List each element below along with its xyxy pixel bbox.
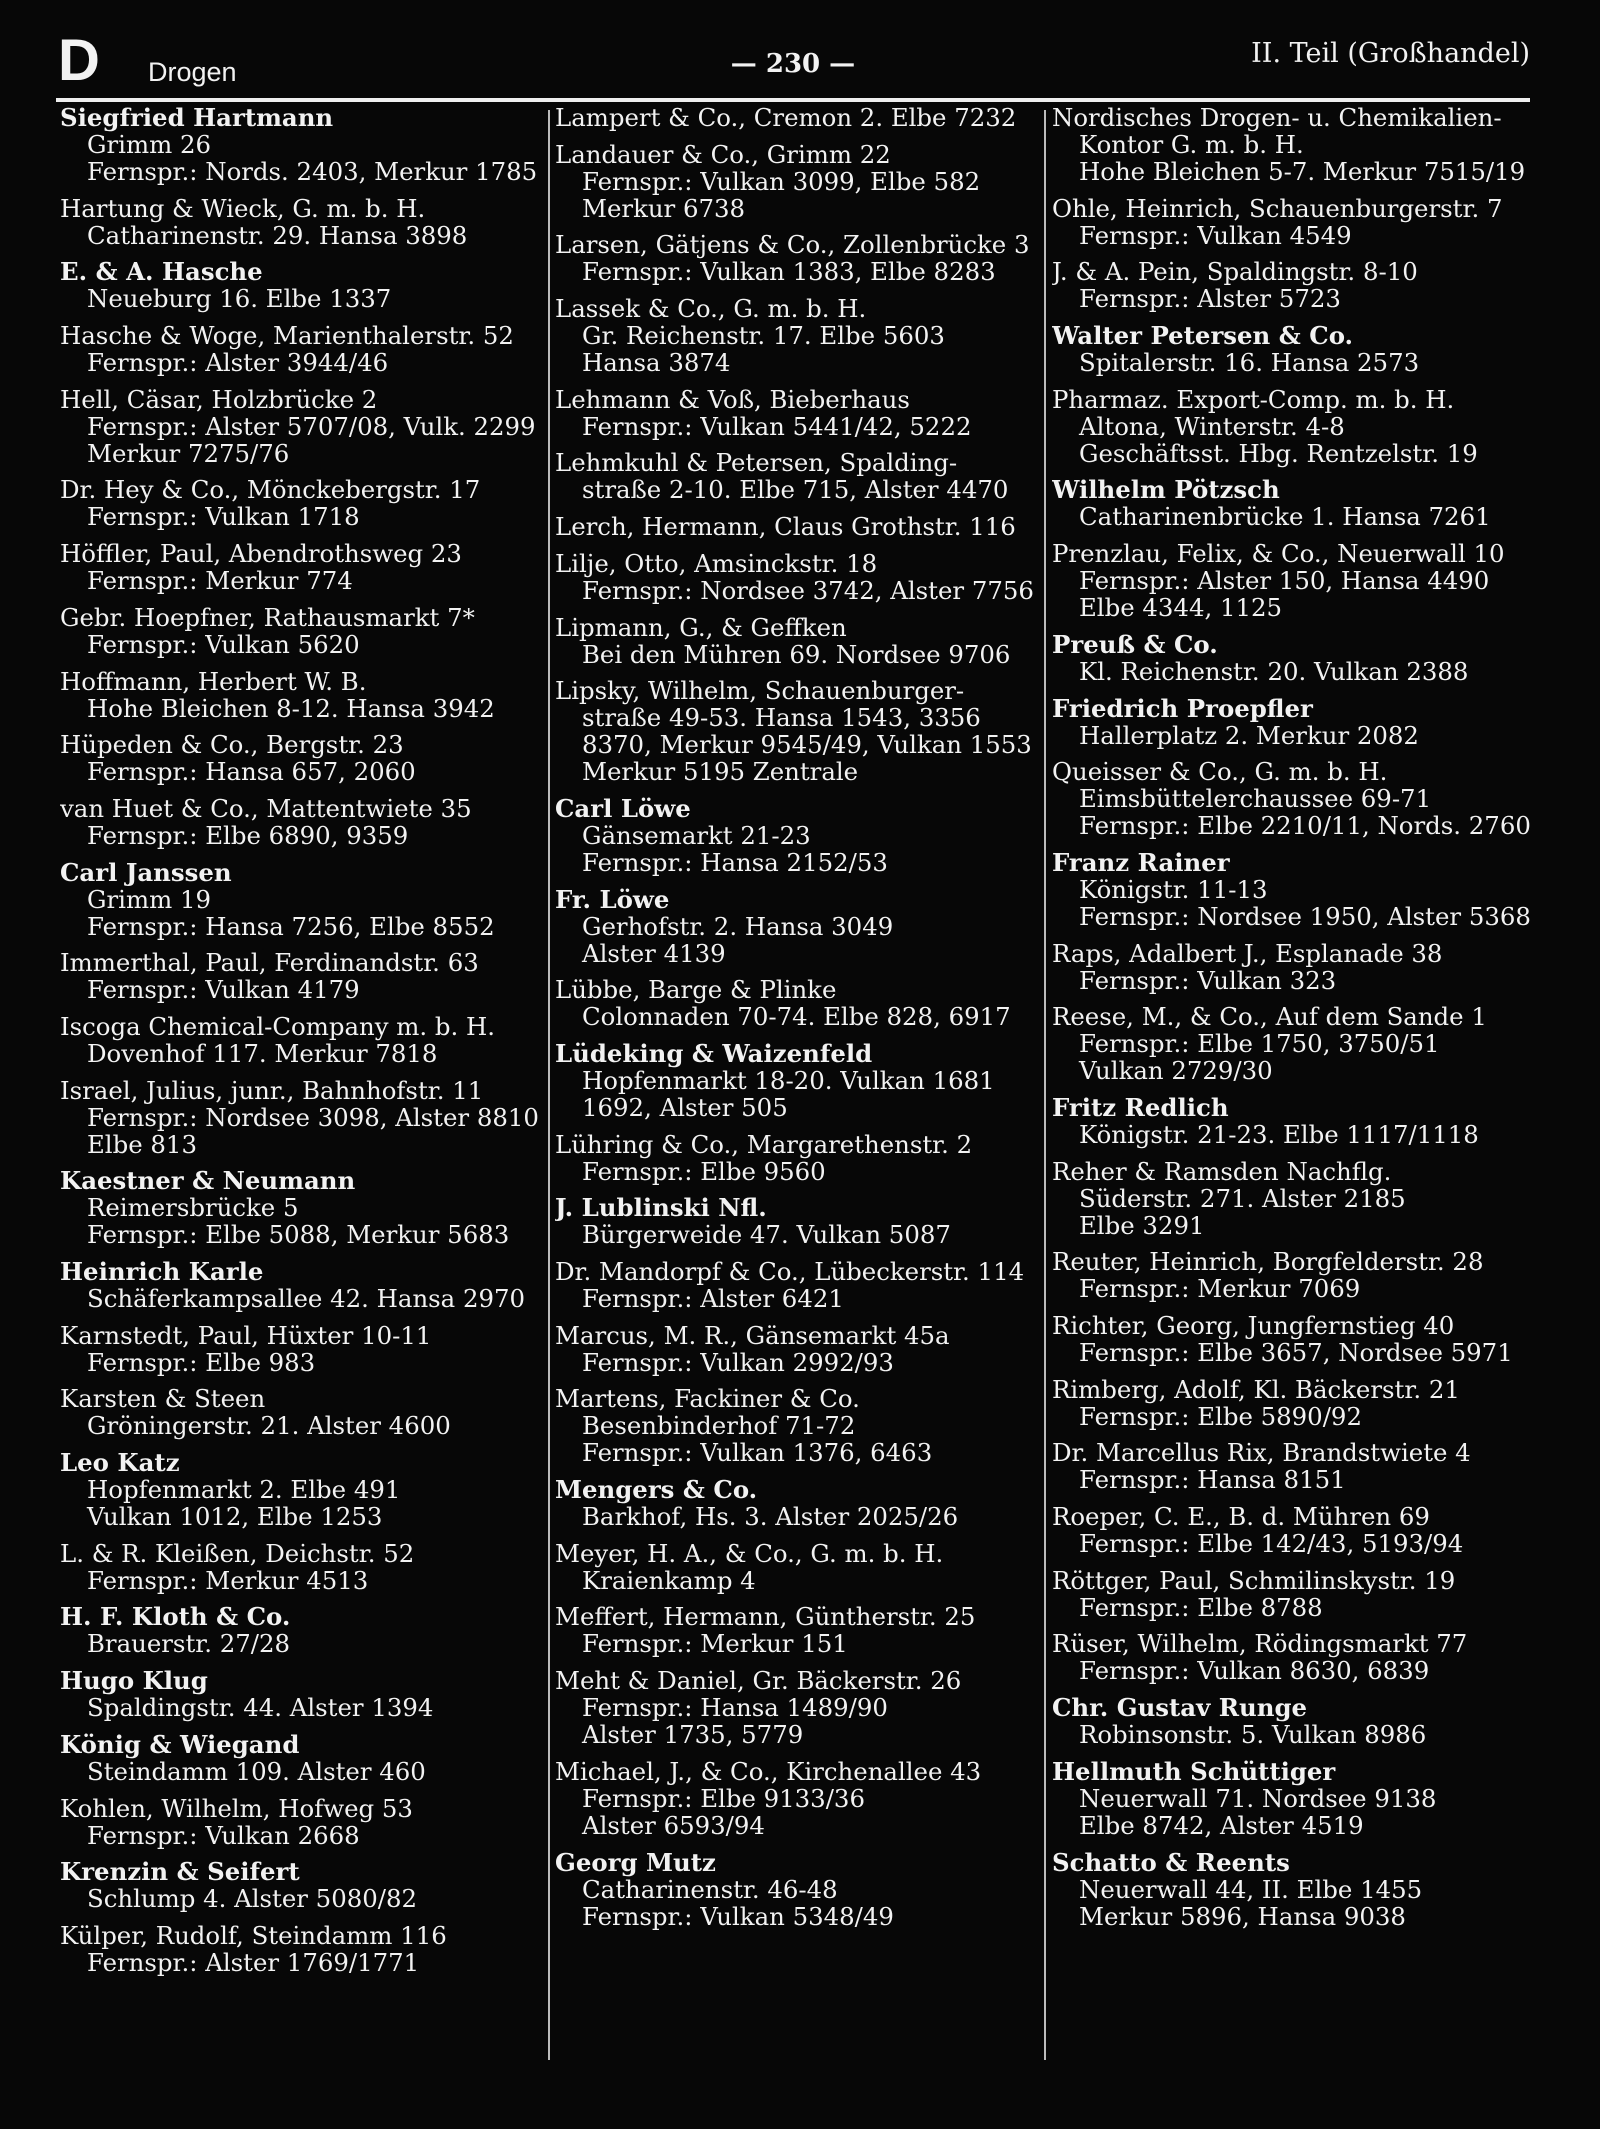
entry-detail: Fernspr.: Vulkan 5620 xyxy=(87,629,360,659)
entry-detail: Süderstr. 271. Alster 2185 xyxy=(1079,1183,1406,1213)
entry-detail: Fernspr.: Elbe 3657, Nordsee 5971 xyxy=(1079,1338,1513,1367)
entry-detail: Catharinenbrücke 1. Hansa 7261 xyxy=(1079,502,1491,532)
entry-name: Franz Rainer xyxy=(1052,847,1230,877)
entry-detail: Königstr. 21-23. Elbe 1117/1118 xyxy=(1079,1119,1479,1149)
entry-detail: Hopfenmarkt 18-20. Vulkan 1681 xyxy=(582,1065,995,1095)
directory-entry xyxy=(1052,758,1548,839)
entry-name: Rüser, Wilhelm, Rödingsmarkt 77 xyxy=(1052,1629,1468,1659)
entry-name: König & Wiegand xyxy=(60,1729,300,1759)
entry-name: Gebr. Hoepfner, Rathausmarkt 7* xyxy=(60,602,475,632)
entry-name: Lassek & Co., G. m. b. H. xyxy=(555,294,867,324)
directory-entry xyxy=(555,386,1045,440)
directory-entry xyxy=(1052,849,1548,930)
entry-name: Heinrich Karle xyxy=(60,1257,264,1286)
entry-name: Schatto & Reents xyxy=(1052,1847,1290,1877)
entry-name: Queisser & Co., G. m. b. H. xyxy=(1052,757,1388,787)
directory-entry xyxy=(60,1013,550,1067)
directory-entry xyxy=(1052,540,1548,621)
directory-entry xyxy=(555,1194,1045,1248)
column-1 xyxy=(60,104,550,1986)
entry-detail: Steindamm 109. Alster 460 xyxy=(87,1756,426,1786)
entry-detail: Fernspr.: Vulkan 2992/93 xyxy=(582,1347,894,1377)
entry-detail: Fernspr.: Hansa 8151 xyxy=(1079,1465,1346,1495)
entry-detail: Geschäftsst. Hbg. Rentzelstr. 19 xyxy=(1079,438,1478,468)
entry-detail: Fernspr.: Alster 6421 xyxy=(582,1284,844,1313)
entry-detail: Neuerwall 71. Nordsee 9138 xyxy=(1079,1783,1437,1813)
entry-name: Lipsky, Wilhelm, Schauenburger- xyxy=(555,676,965,706)
entry-name: Reese, M., & Co., Auf dem Sande 1 xyxy=(1052,1002,1487,1032)
directory-entry xyxy=(555,1131,1045,1185)
directory-entry xyxy=(555,1667,1045,1748)
directory-entry xyxy=(60,540,550,594)
entry-name: Kaestner & Neumann xyxy=(60,1166,356,1196)
directory-entry xyxy=(555,976,1045,1030)
entry-detail: Alster 4139 xyxy=(582,938,726,968)
entry-name: E. & A. Hasche xyxy=(60,257,263,287)
entry-name: Wilhelm Pötzsch xyxy=(1052,475,1280,505)
directory-entry xyxy=(60,1922,550,1976)
directory-entry xyxy=(555,886,1045,967)
entry-name: Israel, Julius, junr., Bahnhofstr. 11 xyxy=(60,1075,484,1105)
entry-detail: Colonnaden 70-74. Elbe 828, 6917 xyxy=(582,1002,1011,1032)
entry-detail: Fernspr.: Elbe 5088, Merkur 5683 xyxy=(87,1220,510,1250)
entry-detail: Kraienkamp 4 xyxy=(582,1565,756,1595)
directory-entry xyxy=(1052,940,1548,994)
directory-entry xyxy=(1052,1158,1548,1239)
entry-name: Fr. Löwe xyxy=(555,884,670,914)
directory-entry xyxy=(60,604,550,658)
entry-detail: Hohe Bleichen 8-12. Hansa 3942 xyxy=(87,693,495,723)
section-title: Drogen xyxy=(148,57,237,87)
entry-detail: straße 2-10. Elbe 715, Alster 4470 xyxy=(582,475,1009,505)
entry-detail: Merkur 5195 Zentrale xyxy=(582,757,859,787)
entry-detail: Elbe 4344, 1125 xyxy=(1079,593,1283,623)
entry-name: Marcus, M. R., Gänsemarkt 45a xyxy=(555,1320,950,1350)
entry-name: Lehmkuhl & Petersen, Spalding- xyxy=(555,448,958,478)
entry-name: Ohle, Heinrich, Schauenburgerstr. 7 xyxy=(1052,193,1503,223)
entry-detail: Fernspr.: Merkur 774 xyxy=(87,566,353,596)
entry-detail: Bürgerweide 47. Vulkan 5087 xyxy=(582,1220,951,1250)
directory-entry xyxy=(1052,1003,1548,1084)
entry-detail: Fernspr.: Hansa 7256, Elbe 8552 xyxy=(87,911,495,941)
directory-entry xyxy=(555,104,1045,131)
directory-entry xyxy=(1052,1567,1548,1621)
page-header xyxy=(56,24,1530,94)
directory-entry xyxy=(1052,695,1548,749)
directory-entry xyxy=(555,295,1045,376)
entry-name: Leo Katz xyxy=(60,1448,180,1478)
entry-detail: Merkur 6738 xyxy=(582,193,746,223)
entry-name: Dr. Hey & Co., Mönckebergstr. 17 xyxy=(60,475,481,505)
directory-entry xyxy=(60,322,550,376)
entry-name: Hell, Cäsar, Holzbrücke 2 xyxy=(60,384,378,414)
entry-detail: Fernspr.: Vulkan 1718 xyxy=(87,502,360,532)
directory-entry xyxy=(555,1849,1045,1930)
entry-detail: Hansa 3874 xyxy=(582,348,731,378)
entry-name: Krenzin & Seifert xyxy=(60,1857,300,1887)
entry-detail: Elbe 813 xyxy=(87,1129,197,1159)
entry-detail: Fernspr.: Vulkan 3099, Elbe 582 xyxy=(582,166,981,196)
entry-name: van Huet & Co., Mattentwiete 35 xyxy=(60,793,472,823)
entry-name: Michael, J., & Co., Kirchenallee 43 xyxy=(555,1756,982,1786)
entry-detail: Catharinenstr. 29. Hansa 3898 xyxy=(87,220,468,250)
entry-detail: Kl. Reichenstr. 20. Vulkan 2388 xyxy=(1079,656,1469,686)
entry-detail: Merkur 7275/76 xyxy=(87,438,290,468)
entry-detail: Fernspr.: Alster 3944/46 xyxy=(87,348,389,378)
page-number: — 230 — xyxy=(730,49,856,79)
entry-name: Meffert, Hermann, Güntherstr. 25 xyxy=(555,1602,976,1632)
directory-entry xyxy=(60,1258,550,1312)
entry-detail: Vulkan 2729/30 xyxy=(1079,1056,1273,1086)
entry-detail: Gerhofstr. 2. Hansa 3049 xyxy=(582,911,894,941)
entry-detail: Fernspr.: Vulkan 5441/42, 5222 xyxy=(582,411,972,441)
directory-entry xyxy=(60,104,550,185)
entry-detail: Hohe Bleichen 5-7. Merkur 7515/19 xyxy=(1079,157,1526,186)
entry-detail: Barkhof, Hs. 3. Alster 2025/26 xyxy=(582,1502,959,1532)
entry-name: Meht & Daniel, Gr. Bäckerstr. 26 xyxy=(555,1666,962,1696)
directory-entry xyxy=(60,1540,550,1594)
directory-entry xyxy=(1052,104,1548,185)
entry-name: Dr. Mandorpf & Co., Lübeckerstr. 114 xyxy=(555,1257,1025,1286)
directory-entry xyxy=(555,795,1045,876)
entry-detail: Fernspr.: Elbe 6890, 9359 xyxy=(87,820,409,850)
entry-detail: Königstr. 11-13 xyxy=(1079,874,1268,904)
entry-detail: Fernspr.: Vulkan 5348/49 xyxy=(582,1901,894,1931)
directory-entry xyxy=(1052,258,1548,312)
entry-name: Georg Mutz xyxy=(555,1847,716,1877)
entry-detail: Fernspr.: Elbe 983 xyxy=(87,1347,316,1377)
directory-entry xyxy=(555,550,1045,604)
entry-detail: Eimsbüttelerchaussee 69-71 xyxy=(1079,784,1432,814)
entry-detail: Fernspr.: Elbe 142/43, 5193/94 xyxy=(1079,1529,1464,1559)
entry-detail: Kontor G. m. b. H. xyxy=(1079,130,1304,159)
entry-name: J. & A. Pein, Spaldingstr. 8-10 xyxy=(1052,257,1418,287)
entry-name: Lühring & Co., Margarethenstr. 2 xyxy=(555,1129,973,1159)
entry-name: Hugo Klug xyxy=(60,1666,208,1696)
entry-detail: Schlump 4. Alster 5080/82 xyxy=(87,1884,418,1914)
directory-entry xyxy=(1052,322,1548,376)
entry-name: Larsen, Gätjens & Co., Zollenbrücke 3 xyxy=(555,230,1030,260)
entry-detail: Fernspr.: Vulkan 1383, Elbe 8283 xyxy=(582,257,996,287)
directory-entry xyxy=(60,1731,550,1785)
entry-detail: Spaldingstr. 44. Alster 1394 xyxy=(87,1693,434,1723)
entry-detail: Spitalerstr. 16. Hansa 2573 xyxy=(1079,348,1420,378)
entry-detail: Fernspr.: Nordsee 3742, Alster 7756 xyxy=(582,575,1034,605)
entry-name: Reuter, Heinrich, Borgfelderstr. 28 xyxy=(1052,1247,1484,1277)
entry-name: Hasche & Woge, Marienthalerstr. 52 xyxy=(60,321,514,351)
directory-entry xyxy=(555,614,1045,668)
entry-detail: Fernspr.: Alster 1769/1771 xyxy=(87,1947,420,1977)
entry-detail: Elbe 8742, Alster 4519 xyxy=(1079,1810,1364,1840)
entry-detail: Merkur 5896, Hansa 9038 xyxy=(1079,1901,1406,1931)
entry-detail: Gröningerstr. 21. Alster 4600 xyxy=(87,1411,451,1441)
column-3 xyxy=(1052,104,1548,1939)
entry-name: Prenzlau, Felix, & Co., Neuerwall 10 xyxy=(1052,539,1505,569)
entry-detail: Fernspr.: Elbe 9133/36 xyxy=(582,1783,865,1813)
entry-name: Roeper, C. E., B. d. Mühren 69 xyxy=(1052,1502,1430,1532)
entry-name: Landauer & Co., Grimm 22 xyxy=(555,139,891,169)
directory-entry xyxy=(1052,1094,1548,1148)
directory-entry xyxy=(60,386,550,467)
directory-entry xyxy=(555,1385,1045,1466)
directory-entry xyxy=(1052,1439,1548,1493)
directory-entry xyxy=(1052,476,1548,530)
entry-detail: Elbe 3291 xyxy=(1079,1210,1205,1240)
section-letter: D xyxy=(58,28,100,93)
directory-entry xyxy=(555,1603,1045,1657)
directory-entry xyxy=(60,1858,550,1912)
entry-detail: Alster 1735, 5779 xyxy=(582,1720,804,1750)
entry-name: Külper, Rudolf, Steindamm 116 xyxy=(60,1920,447,1950)
entry-detail: Fernspr.: Alster 5723 xyxy=(1079,284,1341,314)
entry-name: J. Lublinski Nfl. xyxy=(555,1193,767,1223)
entry-detail: Alster 6593/94 xyxy=(582,1810,765,1840)
entry-name: Lampert & Co., Cremon 2. Elbe 7232 xyxy=(555,104,1017,132)
directory-entry xyxy=(1052,1694,1548,1748)
directory-entry xyxy=(1052,1248,1548,1302)
entry-name: Kohlen, Wilhelm, Hofweg 53 xyxy=(60,1793,413,1823)
entry-detail: 8370, Merkur 9545/49, Vulkan 1553 xyxy=(582,730,1032,760)
directory-entry xyxy=(1052,1758,1548,1839)
entry-detail: Fernspr.: Elbe 8788 xyxy=(1079,1592,1323,1622)
entry-name: Hoffmann, Herbert W. B. xyxy=(60,666,367,696)
directory-entry xyxy=(555,677,1045,785)
directory-entry xyxy=(1052,195,1548,249)
entry-name: Hartung & Wieck, G. m. b. H. xyxy=(60,193,426,223)
directory-entry xyxy=(555,1040,1045,1121)
directory-entry xyxy=(60,195,550,249)
entry-detail: Fernspr.: Elbe 1750, 3750/51 xyxy=(1079,1029,1440,1059)
directory-entry xyxy=(60,859,550,940)
entry-name: Mengers & Co. xyxy=(555,1475,758,1505)
directory-entry xyxy=(1052,1503,1548,1557)
directory-entry xyxy=(60,1385,550,1439)
entry-detail: Fernspr.: Nords. 2403, Merkur 1785 xyxy=(87,157,538,186)
entry-name: Walter Petersen & Co. xyxy=(1052,321,1354,351)
entry-name: Lübbe, Barge & Plinke xyxy=(555,975,837,1005)
entry-name: Fritz Redlich xyxy=(1052,1092,1229,1122)
directory-entry xyxy=(1052,631,1548,685)
entry-detail: Gänsemarkt 21-23 xyxy=(582,820,811,850)
entry-name: Carl Janssen xyxy=(60,857,232,887)
entry-detail: Neuerwall 44, II. Elbe 1455 xyxy=(1079,1874,1423,1904)
entry-detail: Fernspr.: Hansa 2152/53 xyxy=(582,847,888,877)
entry-name: Martens, Fackiner & Co. xyxy=(555,1384,860,1414)
entry-detail: Hopfenmarkt 2. Elbe 491 xyxy=(87,1475,401,1505)
directory-entry xyxy=(60,1167,550,1248)
entry-name: Karsten & Steen xyxy=(60,1384,266,1414)
entry-name: Preuß & Co. xyxy=(1052,629,1218,659)
entry-name: Hellmuth Schüttiger xyxy=(1052,1756,1336,1786)
entry-name: Meyer, H. A., & Co., G. m. b. H. xyxy=(555,1538,944,1568)
entry-detail: Fernspr.: Elbe 9560 xyxy=(582,1156,826,1186)
directory-entry xyxy=(1052,386,1548,467)
part-title: II. Teil (Großhandel) xyxy=(1251,38,1530,69)
directory-entry xyxy=(60,949,550,1003)
entry-detail: Besenbinderhof 71-72 xyxy=(582,1411,856,1441)
entry-detail: Grimm 19 xyxy=(87,884,211,914)
directory-entry xyxy=(555,1540,1045,1594)
entry-name: H. F. Kloth & Co. xyxy=(60,1602,291,1632)
entry-detail: Fernspr.: Nordsee 1950, Alster 5368 xyxy=(1079,901,1531,931)
directory-entry xyxy=(555,513,1045,540)
entry-detail: 1692, Alster 505 xyxy=(582,1092,788,1122)
entry-name: Lerch, Hermann, Claus Grothstr. 116 xyxy=(555,512,1016,542)
entry-detail: Fernspr.: Vulkan 323 xyxy=(1079,965,1337,995)
entry-detail: straße 49-53. Hansa 1543, 3356 xyxy=(582,703,981,733)
entry-detail: Fernspr.: Vulkan 2668 xyxy=(87,1820,360,1850)
entry-detail: Dovenhof 117. Merkur 7818 xyxy=(87,1038,438,1068)
entry-detail: Robinsonstr. 5. Vulkan 8986 xyxy=(1079,1720,1427,1750)
directory-entry xyxy=(555,1258,1045,1312)
entry-detail: Fernspr.: Vulkan 4179 xyxy=(87,975,360,1005)
header-rule xyxy=(56,98,1530,102)
entry-name: Karnstedt, Paul, Hüxter 10-11 xyxy=(60,1320,432,1350)
entry-name: Lilje, Otto, Amsinckstr. 18 xyxy=(555,548,878,578)
entry-detail: Hallerplatz 2. Merkur 2082 xyxy=(1079,720,1419,750)
entry-detail: Bei den Mühren 69. Nordsee 9706 xyxy=(582,639,1011,669)
entry-name: Carl Löwe xyxy=(555,793,691,823)
entry-detail: Gr. Reichenstr. 17. Elbe 5603 xyxy=(582,321,945,351)
entry-name: Hüpeden & Co., Bergstr. 23 xyxy=(60,730,404,760)
entry-name: Richter, Georg, Jungfernstieg 40 xyxy=(1052,1311,1455,1340)
entry-name: Rimberg, Adolf, Kl. Bäckerstr. 21 xyxy=(1052,1374,1460,1404)
entry-detail: Fernspr.: Merkur 151 xyxy=(582,1629,848,1659)
entry-detail: Reimersbrücke 5 xyxy=(87,1193,299,1223)
directory-entry xyxy=(60,1667,550,1721)
entry-detail: Schäferkampsallee 42. Hansa 2970 xyxy=(87,1284,526,1313)
directory-entry xyxy=(60,1322,550,1376)
entry-detail: Fernspr.: Vulkan 8630, 6839 xyxy=(1079,1656,1430,1686)
directory-entry xyxy=(1052,1376,1548,1430)
directory-entry xyxy=(555,1476,1045,1530)
entry-detail: Brauerstr. 27/28 xyxy=(87,1629,291,1659)
entry-detail: Neueburg 16. Elbe 1337 xyxy=(87,284,392,314)
directory-entry xyxy=(60,476,550,530)
entry-name: Friedrich Proepfler xyxy=(1052,693,1313,723)
entry-name: Reher & Ramsden Nachflg. xyxy=(1052,1156,1392,1186)
directory-entry xyxy=(555,1758,1045,1839)
entry-detail: Fernspr.: Nordsee 3098, Alster 8810 xyxy=(87,1102,539,1132)
directory-entry xyxy=(555,231,1045,285)
entry-name: Immerthal, Paul, Ferdinandstr. 63 xyxy=(60,948,479,978)
column-2 xyxy=(555,104,1045,1939)
entry-name: Lipmann, G., & Geffken xyxy=(555,612,847,642)
entry-name: Siegfried Hartmann xyxy=(60,104,334,132)
directory-entry xyxy=(1052,1630,1548,1684)
directory-entry xyxy=(1052,1312,1548,1366)
entry-detail: Fernspr.: Hansa 1489/90 xyxy=(582,1693,888,1723)
directory-entry xyxy=(60,1795,550,1849)
entry-detail: Fernspr.: Merkur 7069 xyxy=(1079,1274,1361,1304)
directory-entry xyxy=(60,731,550,785)
entry-detail: Catharinenstr. 46-48 xyxy=(582,1874,838,1904)
directory-entry xyxy=(60,668,550,722)
directory-entry xyxy=(60,1077,550,1158)
entry-name: L. & R. Kleißen, Deichstr. 52 xyxy=(60,1538,415,1568)
entry-detail: Altona, Winterstr. 4-8 xyxy=(1079,411,1345,441)
entry-name: Nordisches Drogen- u. Chemikalien- xyxy=(1052,104,1502,132)
directory-entry xyxy=(60,258,550,312)
entry-name: Chr. Gustav Runge xyxy=(1052,1693,1308,1723)
entry-name: Röttger, Paul, Schmilinskystr. 19 xyxy=(1052,1565,1456,1595)
entry-detail: Grimm 26 xyxy=(87,130,211,159)
directory-entry xyxy=(1052,1849,1548,1930)
directory-entry xyxy=(60,795,550,849)
entry-name: Iscoga Chemical-Company m. b. H. xyxy=(60,1011,496,1041)
directory-entry xyxy=(555,1322,1045,1376)
entry-name: Dr. Marcellus Rix, Brandstwiete 4 xyxy=(1052,1438,1471,1468)
entry-name: Höffler, Paul, Abendrothsweg 23 xyxy=(60,539,462,569)
entry-detail: Vulkan 1012, Elbe 1253 xyxy=(87,1502,383,1532)
directory-entry xyxy=(60,1603,550,1657)
entry-name: Pharmaz. Export-Comp. m. b. H. xyxy=(1052,384,1455,414)
directory-entry xyxy=(555,141,1045,222)
directory-entry xyxy=(555,449,1045,503)
entry-name: Lehmann & Voß, Bieberhaus xyxy=(555,384,910,414)
entry-detail: Fernspr.: Alster 5707/08, Vulk. 2299 xyxy=(87,411,536,441)
entry-name: Lüdeking & Waizenfeld xyxy=(555,1038,873,1068)
entry-detail: Fernspr.: Merkur 4513 xyxy=(87,1565,369,1595)
entry-detail: Fernspr.: Vulkan 4549 xyxy=(1079,220,1352,250)
entry-detail: Fernspr.: Vulkan 1376, 6463 xyxy=(582,1438,933,1468)
entry-detail: Fernspr.: Elbe 2210/11, Nords. 2760 xyxy=(1079,811,1531,841)
entry-detail: Fernspr.: Elbe 5890/92 xyxy=(1079,1401,1362,1431)
directory-entry xyxy=(60,1449,550,1530)
entry-detail: Fernspr.: Alster 150, Hansa 4490 xyxy=(1079,566,1490,596)
entry-name: Raps, Adalbert J., Esplanade 38 xyxy=(1052,938,1443,968)
entry-detail: Fernspr.: Hansa 657, 2060 xyxy=(87,757,416,787)
